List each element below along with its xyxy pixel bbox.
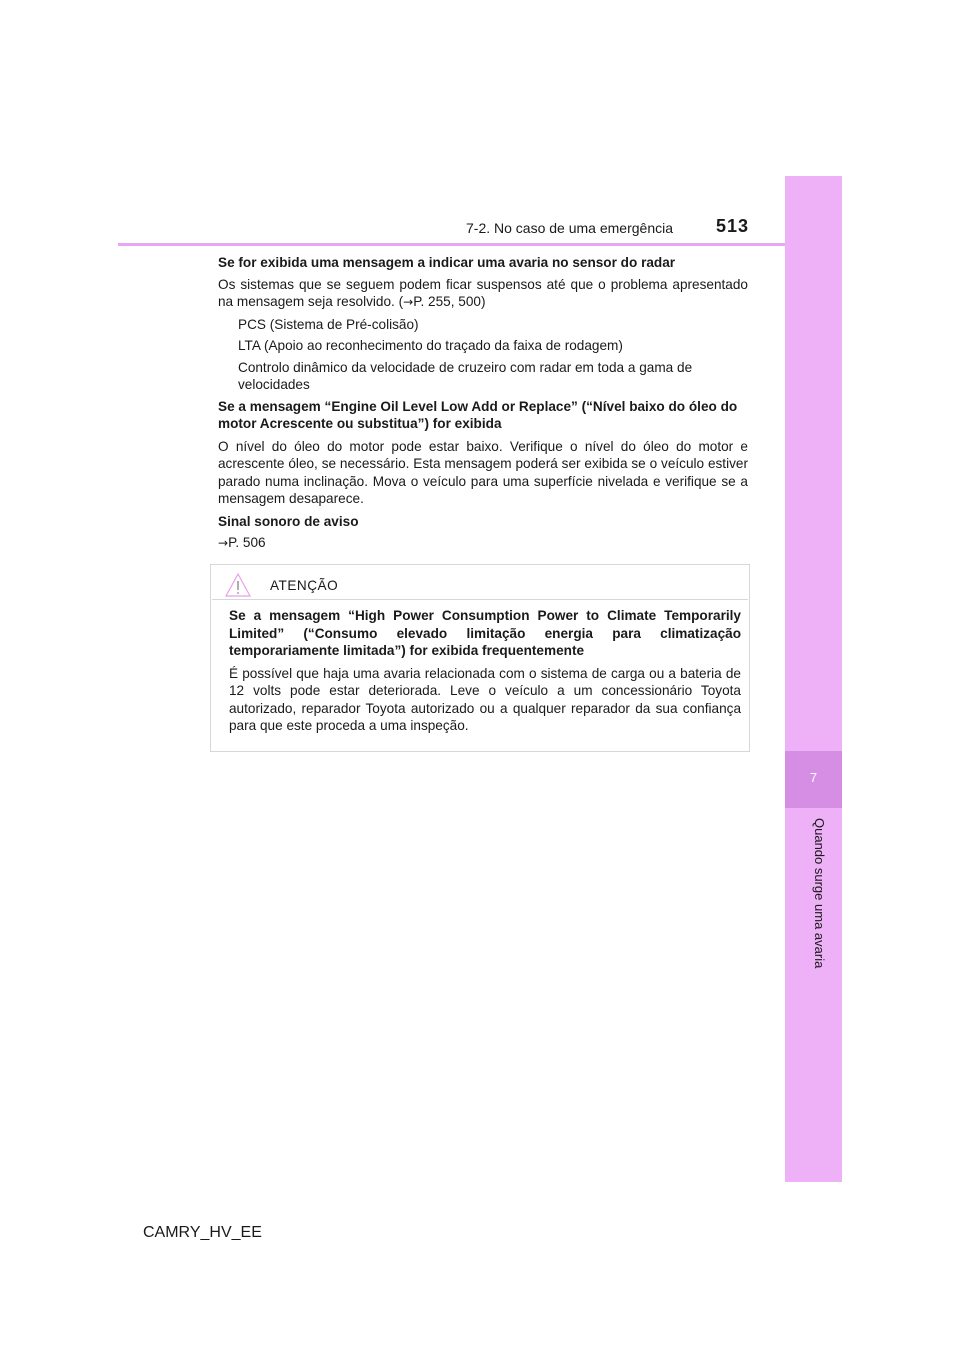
warning-label: ATENÇÃO — [270, 578, 339, 593]
radar-text-before: Os sistemas que se seguem podem ficar suspensos até que o problema apresentado na mensagem seja resolvido. ( — [218, 276, 748, 309]
chapter-title: Quando surge uma avaria — [812, 818, 827, 969]
reference-arrow-icon: → — [218, 536, 229, 550]
warning-box — [210, 564, 750, 752]
reference-arrow-icon: → — [403, 295, 414, 309]
oil-heading: Se a mensagem “Engine Oil Level Low Add or Replace” (“Nível baixo do óleo do motor Acrescente ou substitua”) for exibida — [218, 398, 738, 431]
page-number: 513 — [716, 216, 750, 236]
header-rule — [118, 243, 842, 246]
chapter-side-tab — [785, 176, 842, 1182]
main-content — [218, 254, 748, 553]
warning-divider — [212, 599, 748, 600]
radar-list-item: PCS (Sistema de Pré-colisão) — [238, 316, 419, 332]
radar-paragraph — [218, 276, 748, 312]
radar-heading: Se for exibida uma mensagem a indicar uma avaria no sensor do radar — [218, 255, 676, 270]
document-code: CAMRY_HV_EE — [143, 1224, 262, 1241]
oil-paragraph: O nível do óleo do motor pode estar baixo. Verifique o nível do óleo do motor e acrescente óleo, se necessário. Esta mensagem poderá ser exibida se o veículo estiver parado numa inclinação. Mova o veículo para uma superfície nivelada e verifique se a mensagem desaparece. — [218, 438, 748, 506]
buzzer-heading: Sinal sonoro de aviso — [218, 513, 359, 529]
radar-list-item: LTA (Apoio ao reconhecimento do traçado da faixa de rodagem) — [238, 338, 623, 353]
radar-list-item: Controlo dinâmico da velocidade de cruzeiro com radar em toda a gama de velocidades — [238, 359, 693, 392]
radar-page-reference[interactable]: P. 255, 500) — [413, 294, 486, 309]
warning-body — [229, 607, 741, 735]
warning-triangle-icon — [225, 573, 251, 597]
buzzer-reference — [218, 534, 748, 553]
section-title: 7-2. No caso de uma emergência — [466, 220, 673, 236]
warning-text: É possível que haja uma avaria relacionada com o sistema de carga ou a bateria de 12 volts pode estar deteriorada. Leve o veículo a um concessionário Toyota autorizado, reparador Toyota autorizado ou a qualquer reparador da sua confiança para que este proceda a uma inspeção. — [229, 665, 741, 733]
warning-heading: Se a mensagem “High Power Consumption Power to Climate Temporarily Limited” (“Consumo elevado limitação energia para climatização temporariamente limitada”) for exibida frequentemente — [229, 608, 741, 658]
chapter-number: 7 — [809, 770, 818, 785]
buzzer-page-reference[interactable]: P. 506 — [228, 535, 266, 550]
